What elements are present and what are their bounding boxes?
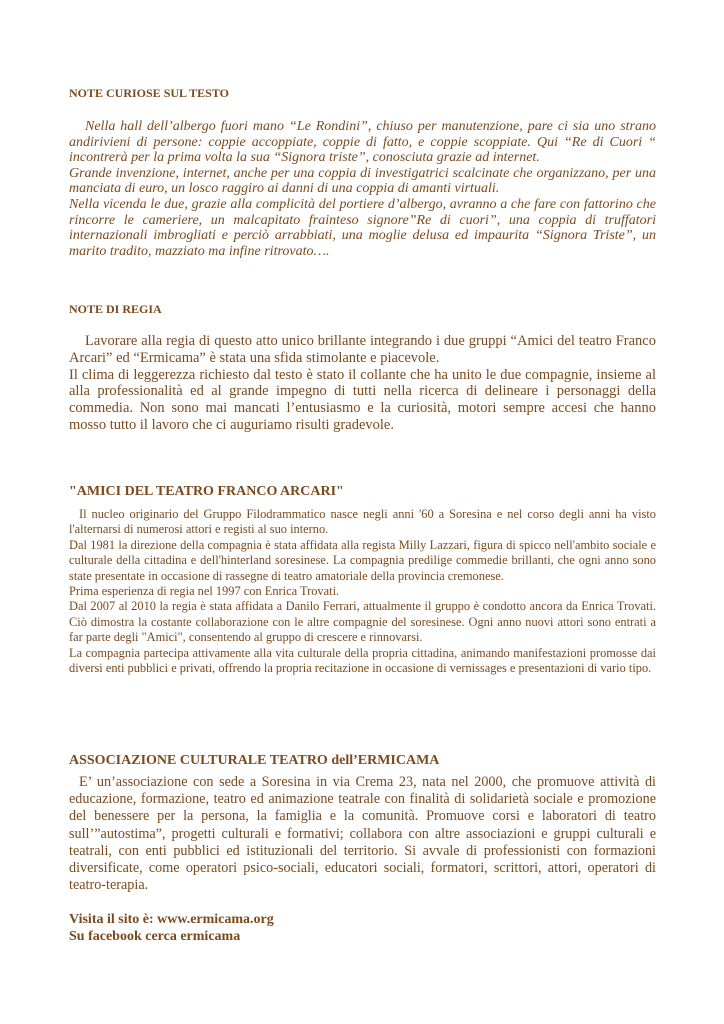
amici-paragraph-1: Il nucleo originario del Gruppo Filodrammatico nasce negli anni '60 a Soresina e nel corso degli anni ha visto l'alternarsi di numerosi attori e registi al suo interno. xyxy=(69,507,656,537)
amici-paragraph-2: Dal 1981 la direzione della compagnia è stata affidata alla regista Milly Lazzari, figura di spicco nell'ambito sociale e culturale della cittadina e dell'hinterland soresinese. La compagnia predilige commedie brillanti, che ogni anno sono state presentate in occasione di rassegne di teatro amatoriale della provincia cremonese. xyxy=(69,537,656,583)
note-curiose-paragraph-2: Grande invenzione, internet, anche per una coppia di investigatrici scalcinate che organizzano, per una manciata di euro, un losco raggiro ai danni di una coppia di amanti virtuali. xyxy=(69,165,656,197)
section-title-ermicama: ASSOCIAZIONE CULTURALE TEATRO dell’ERMICAMA xyxy=(69,753,440,768)
ermicama-body xyxy=(69,774,656,894)
note-regia-paragraph-2: Il clima di leggerezza richiesto dal testo è stato il collante che ha unito le due compagnie, insieme al alla professionalità ed al grande impegno di tutti nella ricerca di delineare i personaggi della commedia. Non sono mai mancati l’entusiasmo e la curiosità, motori sempre accesi che hanno mosso tutto il lavoro che ci auguriamo risulti gradevole. xyxy=(69,366,656,433)
amici-paragraph-3: Prima esperienza di regia nel 1997 con Enrica Trovati. xyxy=(69,584,340,599)
ermicama-links xyxy=(69,911,656,945)
website-line[interactable]: Visita il sito è: www.ermicama.org xyxy=(69,912,274,927)
note-curiose-paragraph-1: Nella hall dell’albergo fuori mano “Le Rondini”, chiuso per manutenzione, pare ci sia uno strano andirivieni di persone: coppie accoppiate, coppie di fatto, e coppie scoppiate. Qui “Re di Cuori “ incontrerà per la prima volta la sua “Signora triste”, conosciuta grazie ad internet. xyxy=(69,119,656,166)
facebook-line[interactable]: Su facebook cerca ermicama xyxy=(69,929,241,944)
note-regia-paragraph-1: Lavorare alla regia di questo atto unico brillante integrando i due gruppi “Amici del teatro Franco Arcari” ed “Ermicama” è stata una sfida stimolante e piacevole. xyxy=(69,333,656,366)
section-title-amici: "AMICI DEL TEATRO FRANCO ARCARI" xyxy=(69,484,344,499)
amici-paragraph-4: Dal 2007 al 2010 la regia è stata affidata a Danilo Ferrari, attualmente il gruppo è condotto ancora da Enrica Trovati. Ciò dimostra la costante collaborazione con le altre compagnie del soresinese. Ogni anno nuovi attori sono entrati a far parte degli "Amici", consentendo al gruppo di crescere e rinnovarsi. xyxy=(69,599,656,645)
note-regia-body xyxy=(69,333,656,434)
amici-paragraph-5: La compagnia partecipa attivamente alla vita culturale della propria cittadina, animando manifestazioni promosse dai diversi enti pubblici e privati, offrendo la propria recitazione in occasione di vernissages e presentazioni di vario tipo. xyxy=(69,645,656,676)
amici-body xyxy=(69,507,656,676)
section-title-note-regia: NOTE DI REGIA xyxy=(69,302,162,316)
section-title-note-curiose: NOTE CURIOSE SUL TESTO xyxy=(69,86,229,100)
note-curiose-body xyxy=(69,119,656,259)
ermicama-paragraph: E’ un’associazione con sede a Soresina in via Crema 23, nata nel 2000, che promuove attività di educazione, formazione, teatro ed animazione teatrale con finalità di solidarietà sociale e promozione del benessere per la persona, la famiglia e la comunità. Promuove corsi e laboratori di teatro sull’”autostima”, progetti culturali e formativi; collabora con altre associazioni e gruppi culturali e teatrali, con enti pubblici ed istituzionali del territorio. Si avvale di professionisti con formazioni diversificate, come operatori psico-sociali, educatori sociali, formatori, scrittori, attori, operatori di teatro-terapia. xyxy=(69,774,656,894)
note-curiose-paragraph-3: Nella vicenda le due, grazie alla complicità del portiere d’albergo, avranno a che fare con fattorino che rincorre le cameriere, un malcapitato frainteso signore”Re di cuori”, una coppia di truffatori internazionali imbrogliati e perciò arrabbiati, una moglie delusa ed impaurita “Signora Triste”, un marito tradito, mazziato ma infine ritrovato…. xyxy=(69,196,656,259)
